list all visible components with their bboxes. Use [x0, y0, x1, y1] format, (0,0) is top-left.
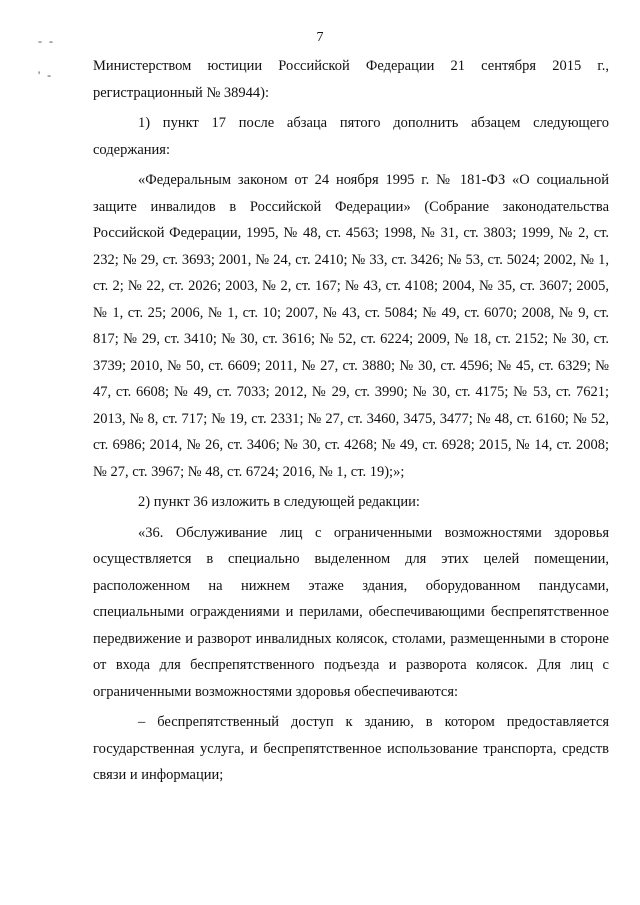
paragraph-item-2: 2) пункт 36 изложить в следующей редакции: [138, 494, 420, 510]
document-body [93, 53, 609, 789]
scan-mark-top: - - [38, 34, 55, 48]
paragraph-item-1: 1) пункт 17 после абзаца пятого дополнить абзацем следующего содержания: [93, 115, 609, 158]
paragraph-clause-36: «36. Обслуживание лиц с ограниченными возможностями здоровья осуществляется в специально выделенном для этих целей помещении, расположенном на нижнем этаже здания, оборудованном пандусами, специальными ограждениями и перилами, обеспечивающими беспрепятственное передвижение и разворот инвалидных колясок, столами, размещенными в стороне от входа для беспрепятственного подъезда и разворота колясок. Для лиц с ограниченными возможностями здоровья обеспечиваются: [93, 524, 609, 700]
page-number: 7 [316, 30, 324, 45]
paragraph-federal-law-citation: «Федеральным законом от 24 ноября 1995 г. № 181-ФЗ «О социальной защите инвалидов в Российской Федерации» (Собрание законодательства Российской Федерации, 1995, № 48, ст. 4563; 1998, № 31, ст. 3803; 1999, № 2, ст. 232; № 29, ст. 3693; 2001, № 24, ст. 2410; № 33, ст. 3426; № 53, ст. 5024; 2002, № 1, ст. 2; № 22, ст. 2026; 2003, № 2, ст. 167; № 43, ст. 4108; 2004, № 35, ст. 3607; 2005, № 1, ст. 25; 2006, № 1, ст. 10; 2007, № 43, ст. 5084; № 49, ст. 6070; 2008, № 9, ст. 817; № 29, ст. 3410; № 30, ст. 3616; № 52, ст. 6224; 2009, № 18, ст. 2152; № 30, ст. 3739; 2010, № 50, ст. 6609; 2011, № 27, ст. 3880; № 30, ст. 4596; № 45, ст. 6329; № 47, ст. 6608; № 49, ст. 7033; 2012, № 29, ст. 3990; № 30, ст. 4175; № 53, ст. 7621; 2013, № 8, ст. 717; № 19, ст. 2331; № 27, ст. 3460, 3475, 3477; № 48, ст. 6160; № 52, ст. 6986; 2014, № 26, ст. 3406; № 30, ст. 4268; № 49, ст. 6928; 2015, № 14, ст. 2008; № 27, ст. 3967; № 48, ст. 6724; 2016, № 1, ст. 19);»; [93, 172, 609, 480]
paragraph-continuation: Министерством юстиции Российской Федерации 21 сентября 2015 г., регистрационный № 38944): [93, 58, 609, 101]
paragraph-access-bullet: – беспрепятственный доступ к зданию, в котором предоставляется государственная услуга, и беспрепятственное использование транспорта, средств связи и информации; [93, 714, 609, 783]
scan-mark-bottom: ' - [38, 68, 54, 82]
